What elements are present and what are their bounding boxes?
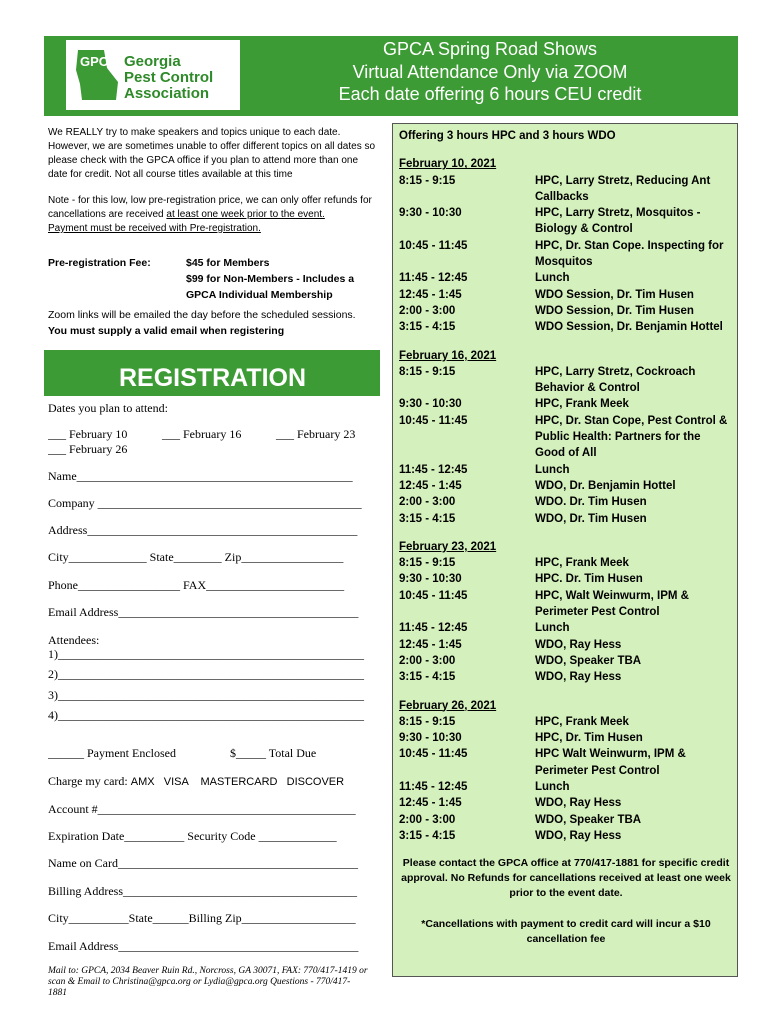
registration-band bbox=[44, 350, 380, 360]
session-time: 11:45 - 12:45 bbox=[399, 622, 468, 635]
session-time: 8:15 - 9:15 bbox=[399, 557, 456, 570]
schedule-day bbox=[399, 348, 733, 527]
logo-initials: GPCA bbox=[80, 54, 118, 69]
session-row bbox=[399, 303, 733, 319]
schedule-day bbox=[399, 156, 733, 335]
card-options[interactable]: AMX VISA MASTERCARD DISCOVER bbox=[130, 776, 345, 788]
header-subtitle-1: Virtual Attendance Only via ZOOM bbox=[352, 61, 628, 82]
session-description: HPC, Dr. Tim Husen bbox=[535, 732, 643, 745]
session-time: 2:00 - 3:00 bbox=[399, 813, 456, 826]
session-row bbox=[399, 637, 733, 653]
expiration-security-field[interactable]: Expiration Date__________ Security Code _____________ bbox=[48, 829, 337, 843]
contact-note: Please contact the GPCA office at 770/417-1881 for specific credit approval. No Refunds for cancellations received at least one week prior to the event date. bbox=[401, 857, 731, 900]
session-time: 2:00 - 3:00 bbox=[399, 496, 456, 509]
session-time: 8:15 - 9:15 bbox=[399, 715, 456, 728]
schedule-date: February 23, 2021 bbox=[399, 540, 497, 553]
session-description: Lunch bbox=[535, 780, 570, 793]
header-title: GPCA Spring Road Shows bbox=[382, 39, 598, 59]
schedule-day bbox=[399, 698, 733, 845]
session-time: 10:45 - 11:45 bbox=[399, 589, 468, 602]
logo-line-2: Pest Control bbox=[124, 69, 214, 86]
attendee-1-field[interactable]: 1)___________________________________________________ bbox=[48, 647, 364, 661]
billing-email-field[interactable]: Email Address________________________________________ bbox=[48, 939, 359, 953]
fee-label: Pre-registration Fee: bbox=[48, 257, 151, 269]
session-description: HPC, Dr. Stan Cope. Inspecting for Mosquitos bbox=[535, 239, 724, 269]
refund-note-deadline: at least one week prior to the event. bbox=[166, 209, 325, 220]
session-time: 3:15 - 4:15 bbox=[399, 671, 456, 684]
schedule-date: February 26, 2021 bbox=[399, 699, 497, 712]
address-field[interactable]: Address_____________________________________________ bbox=[48, 523, 358, 537]
schedule-days bbox=[399, 156, 733, 844]
refund-note bbox=[48, 194, 378, 236]
session-row bbox=[399, 205, 733, 238]
session-description: Lunch bbox=[535, 272, 570, 285]
schedule-heading: Offering 3 hours HPC and 3 hours WDO bbox=[399, 130, 616, 142]
session-description: WDO, Dr. Tim Husen bbox=[535, 512, 647, 525]
schedule-date: February 16, 2021 bbox=[399, 349, 497, 362]
session-row bbox=[399, 795, 733, 811]
session-description: WDO, Ray Hess bbox=[535, 638, 622, 651]
session-time: 11:45 - 12:45 bbox=[399, 463, 468, 476]
session-row bbox=[399, 462, 733, 478]
session-description: WDO. Dr. Tim Husen bbox=[535, 496, 647, 509]
account-number-field[interactable]: Account #___________________________________________ bbox=[48, 802, 356, 816]
session-row bbox=[399, 779, 733, 795]
session-row bbox=[399, 620, 733, 636]
session-description: HPC, Larry Stretz, Cockroach Behavior & Control bbox=[535, 365, 696, 395]
session-row bbox=[399, 173, 733, 206]
session-time: 12:45 - 1:45 bbox=[399, 479, 462, 492]
attendee-4-field[interactable]: 4)___________________________________________________ bbox=[48, 708, 364, 722]
session-row bbox=[399, 746, 733, 779]
phone-fax-field[interactable]: Phone_________________ FAX_______________________ bbox=[48, 578, 345, 592]
session-row bbox=[399, 396, 733, 412]
gpca-logo bbox=[66, 40, 240, 110]
session-time: 10:45 - 11:45 bbox=[399, 239, 468, 252]
header-banner bbox=[44, 36, 738, 116]
zoom-note-line-1: Zoom links will be emailed the day before the scheduled sessions. bbox=[48, 309, 356, 321]
header-subtitle-2: Each date offering 6 hours CEU credit bbox=[338, 84, 642, 104]
session-row bbox=[399, 588, 733, 621]
session-row bbox=[399, 478, 733, 494]
email-field[interactable]: Email Address________________________________________ bbox=[48, 605, 359, 619]
schedule-day bbox=[399, 539, 733, 686]
session-row bbox=[399, 653, 733, 669]
session-description: HPC, Frank Meek bbox=[535, 557, 629, 570]
session-time: 8:15 - 9:15 bbox=[399, 365, 456, 378]
session-row bbox=[399, 413, 733, 462]
session-row bbox=[399, 494, 733, 510]
session-description: HPC, Frank Meek bbox=[535, 398, 629, 411]
session-time: 8:15 - 9:15 bbox=[399, 174, 456, 187]
session-row bbox=[399, 669, 733, 685]
session-description: WDO, Speaker TBA bbox=[535, 813, 642, 826]
intro-section bbox=[48, 126, 378, 236]
fee-nonmembers: $99 for Non-Members - Includes a bbox=[186, 273, 355, 285]
session-time: 3:15 - 4:15 bbox=[399, 829, 456, 842]
session-row bbox=[399, 812, 733, 828]
session-description: WDO, Ray Hess bbox=[535, 797, 622, 810]
session-time: 11:45 - 12:45 bbox=[399, 780, 468, 793]
session-time: 10:45 - 11:45 bbox=[399, 748, 468, 761]
session-description: Lunch bbox=[535, 622, 570, 635]
session-description: HPC, Larry Stretz, Reducing Ant Callbacks bbox=[535, 174, 711, 203]
session-row bbox=[399, 828, 733, 844]
mail-to-note: Mail to: GPCA, 2034 Beaver Ruin Rd., Norcross, GA 30071, FAX: 770/417-1419 or scan & Email to Christina@gpca.org or Lydia@gpca.org Questions - 770/417-1881 bbox=[48, 966, 368, 998]
session-description: HPC, Dr. Stan Cope, Pest Control & Public Health: Partners for the Good of All bbox=[535, 414, 728, 460]
zoom-note bbox=[48, 307, 368, 339]
company-field[interactable]: Company ____________________________________________ bbox=[48, 496, 362, 510]
schedule-date: February 10, 2021 bbox=[399, 158, 497, 171]
session-row bbox=[399, 287, 733, 303]
refund-note-text: Note - for this low, low pre-registration price, we can only offer refunds for cancellations are received bbox=[48, 195, 372, 220]
charge-card-label: Charge my card: bbox=[48, 774, 128, 788]
billing-address-field[interactable]: Billing Address_______________________________________ bbox=[48, 884, 358, 898]
session-description: HPC, Frank Meek bbox=[535, 715, 629, 728]
logo-line-3: Association bbox=[124, 85, 210, 102]
session-row bbox=[399, 511, 733, 527]
charge-card-row bbox=[48, 774, 378, 789]
total-due-field[interactable]: $_____ Total Due bbox=[230, 746, 317, 760]
intro-paragraph: We REALLY try to make speakers and topics unique to each date. However, we are sometimes unable to offer different topics on all dates so please check with the GPCA office if you plan to attend more than one date for credit. Not all course titles available at this time bbox=[48, 127, 376, 180]
session-row bbox=[399, 730, 733, 746]
session-description: HPC, Larry Stretz, Mosquitos - Biology & Control bbox=[535, 207, 701, 236]
city-state-zip-field[interactable]: City_____________ State________ Zip_________________ bbox=[48, 550, 344, 564]
date-options-row bbox=[48, 427, 378, 442]
session-time: 10:45 - 11:45 bbox=[399, 414, 468, 427]
date-option-feb26[interactable]: ___ February 26 bbox=[48, 442, 128, 456]
payment-enclosed-field[interactable]: ______ Payment Enclosed bbox=[48, 746, 176, 760]
georgia-map-icon bbox=[74, 48, 120, 102]
session-row bbox=[399, 270, 733, 286]
session-time: 3:15 - 4:15 bbox=[399, 321, 456, 334]
session-description: Lunch bbox=[535, 463, 570, 476]
session-time: 12:45 - 1:45 bbox=[399, 797, 462, 810]
session-row bbox=[399, 555, 733, 571]
session-row bbox=[399, 319, 733, 335]
attendees-label: Attendees: bbox=[48, 633, 100, 647]
session-description: WDO Session, Dr. Benjamin Hottel bbox=[535, 321, 723, 334]
session-time: 12:45 - 1:45 bbox=[399, 288, 462, 301]
date-option-feb23[interactable]: ___ February 23 bbox=[276, 427, 356, 441]
name-field[interactable]: Name______________________________________________ bbox=[48, 469, 353, 483]
session-time: 9:30 - 10:30 bbox=[399, 573, 462, 586]
session-row bbox=[399, 364, 733, 397]
payment-row bbox=[48, 746, 378, 761]
session-time: 9:30 - 10:30 bbox=[399, 732, 462, 745]
fee-members: $45 for Members bbox=[186, 257, 270, 269]
session-description: WDO Session, Dr. Tim Husen bbox=[535, 288, 694, 301]
session-description: WDO, Ray Hess bbox=[535, 671, 622, 684]
schedule-panel bbox=[392, 123, 738, 977]
session-time: 2:00 - 3:00 bbox=[399, 304, 456, 317]
session-description: HPC. Dr. Tim Husen bbox=[535, 573, 643, 586]
cancellation-note: *Cancellations with payment to credit card will incur a $10 cancellation fee bbox=[421, 918, 711, 946]
session-time: 3:15 - 4:15 bbox=[399, 512, 456, 525]
session-description: WDO, Ray Hess bbox=[535, 829, 622, 842]
billing-city-zip-field[interactable]: City__________State______Billing Zip___________________ bbox=[48, 911, 356, 925]
payment-note: Payment must be received with Pre-registration. bbox=[48, 223, 261, 234]
fee-membership: GPCA Individual Membership bbox=[186, 289, 333, 301]
session-time: 9:30 - 10:30 bbox=[399, 207, 462, 220]
date-option-feb16[interactable]: ___ February 16 bbox=[162, 427, 242, 441]
zoom-note-line-2: You must supply a valid email when registering bbox=[48, 325, 285, 337]
attendee-3-field[interactable]: 3)___________________________________________________ bbox=[48, 688, 364, 702]
session-description: HPC Walt Weinwurm, IPM & Perimeter Pest Control bbox=[535, 748, 686, 777]
attendee-2-field[interactable]: 2)___________________________________________________ bbox=[48, 667, 364, 681]
session-row bbox=[399, 714, 733, 730]
session-time: 2:00 - 3:00 bbox=[399, 654, 456, 667]
date-option-feb10[interactable]: ___ February 10 bbox=[48, 427, 128, 441]
session-description: WDO, Speaker TBA bbox=[535, 654, 642, 667]
session-description: WDO Session, Dr. Tim Husen bbox=[535, 304, 694, 317]
registration-title: REGISTRATION bbox=[44, 360, 380, 396]
dates-label: Dates you plan to attend: bbox=[48, 401, 168, 415]
session-time: 11:45 - 12:45 bbox=[399, 272, 468, 285]
name-on-card-field[interactable]: Name on Card________________________________________ bbox=[48, 856, 358, 870]
session-row bbox=[399, 571, 733, 587]
session-time: 9:30 - 10:30 bbox=[399, 398, 462, 411]
session-time: 12:45 - 1:45 bbox=[399, 638, 462, 651]
session-description: WDO, Dr. Benjamin Hottel bbox=[535, 479, 676, 492]
session-row bbox=[399, 238, 733, 271]
session-description: HPC, Walt Weinwurm, IPM & Perimeter Pest Control bbox=[535, 589, 689, 619]
logo-line-1: Georgia bbox=[124, 53, 181, 70]
